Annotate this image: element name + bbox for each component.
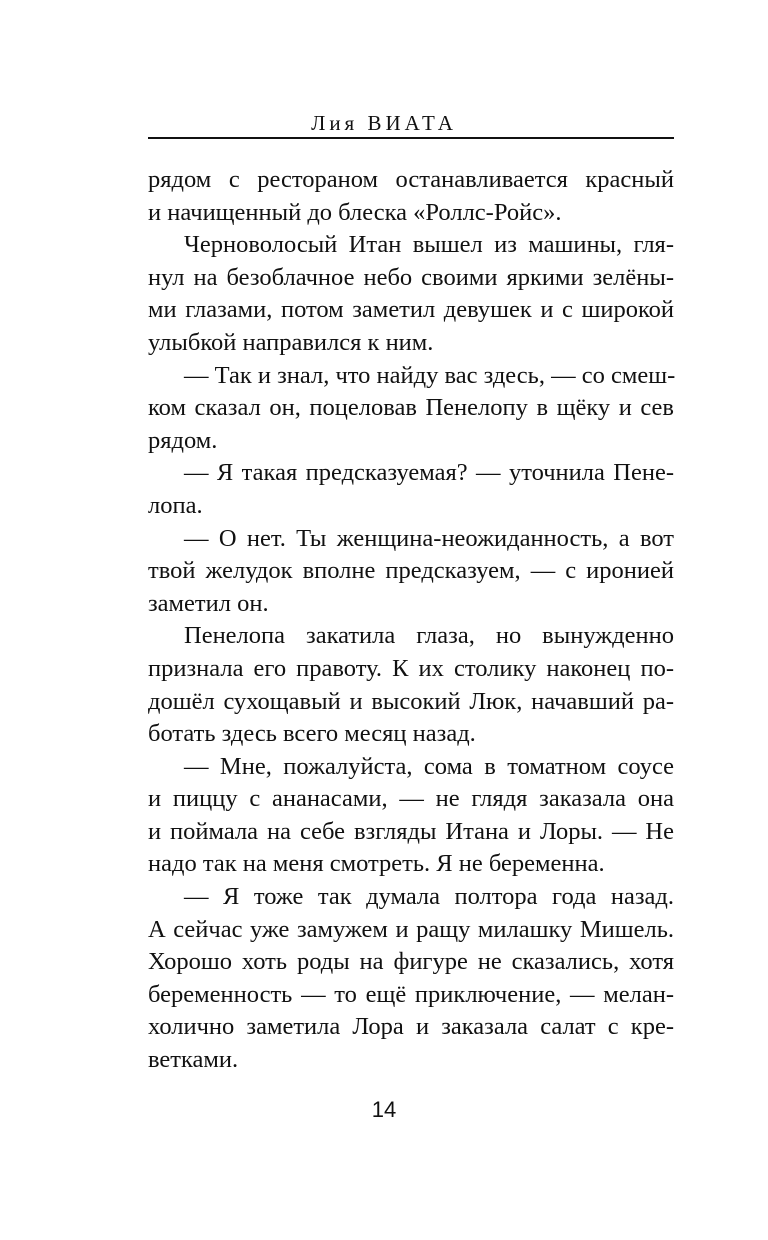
text-line: ботать здесь всего месяц назад. [148,720,476,748]
text-line: ветками. [148,1046,239,1074]
text-line: твой желудок вполне предсказуем, — с иронией [148,557,674,585]
text-line: ми глазами, потом заметил девушек и с широкой [148,296,674,324]
running-head: Лия ВИАТА [311,111,457,135]
text-line: лопа. [148,491,203,519]
header-rule [148,137,674,139]
text-line: дошёл сухощавый и высокий Люк, начавший ра- [148,687,674,715]
text-line: Хорошо хоть роды на фигуре не сказались, хотя [148,948,674,976]
text-line: и начищенный до блеска «Роллс-Ройс». [148,198,562,226]
text-line: нул на безоблачное небо своими яркими зелёны- [148,263,674,291]
text-line: А сейчас уже замужем и ращу милашку Мишель. [148,915,674,943]
text-line: — Мне, пожалуйста, сома в томатном соусе [184,752,674,780]
text-line: — Я тоже так думала полтора года назад. [184,883,674,911]
text-line: — Я такая предсказуемая? — уточнила Пене- [184,459,674,487]
text-line: — Так и знал, что найду вас здесь, — со смеш- [184,361,676,389]
text-line: ком сказал он, поцеловав Пенелопу в щёку и сев [148,394,674,422]
text-line: улыбкой направился к ним. [148,328,434,356]
text-line: Черноволосый Итан вышел из машины, гля- [184,231,674,259]
page-number: 14 [371,1097,397,1122]
text-line: и пиццу с ананасами, — не глядя заказала она [148,785,674,813]
text-line: рядом с рестораном останавливается красный [148,166,674,193]
text-line: беременность — то ещё приключение, — мелан- [148,980,674,1008]
text-line: и поймала на себе взгляды Итана и Лоры. — Не [148,817,674,845]
text-line: — О нет. Ты женщина-неожиданность, а вот [184,524,674,552]
text-line: холично заметила Лора и заказала салат с кре- [148,1013,674,1041]
text-line: заметил он. [148,589,269,617]
text-line: рядом. [148,426,218,454]
text-line: надо так на меня смотреть. Я не беременна. [148,850,605,878]
body-text [148,164,674,1077]
text-line: признала его правоту. К их столику наконец по- [148,654,674,682]
text-line: Пенелопа закатила глаза, но вынужденно [184,622,674,650]
